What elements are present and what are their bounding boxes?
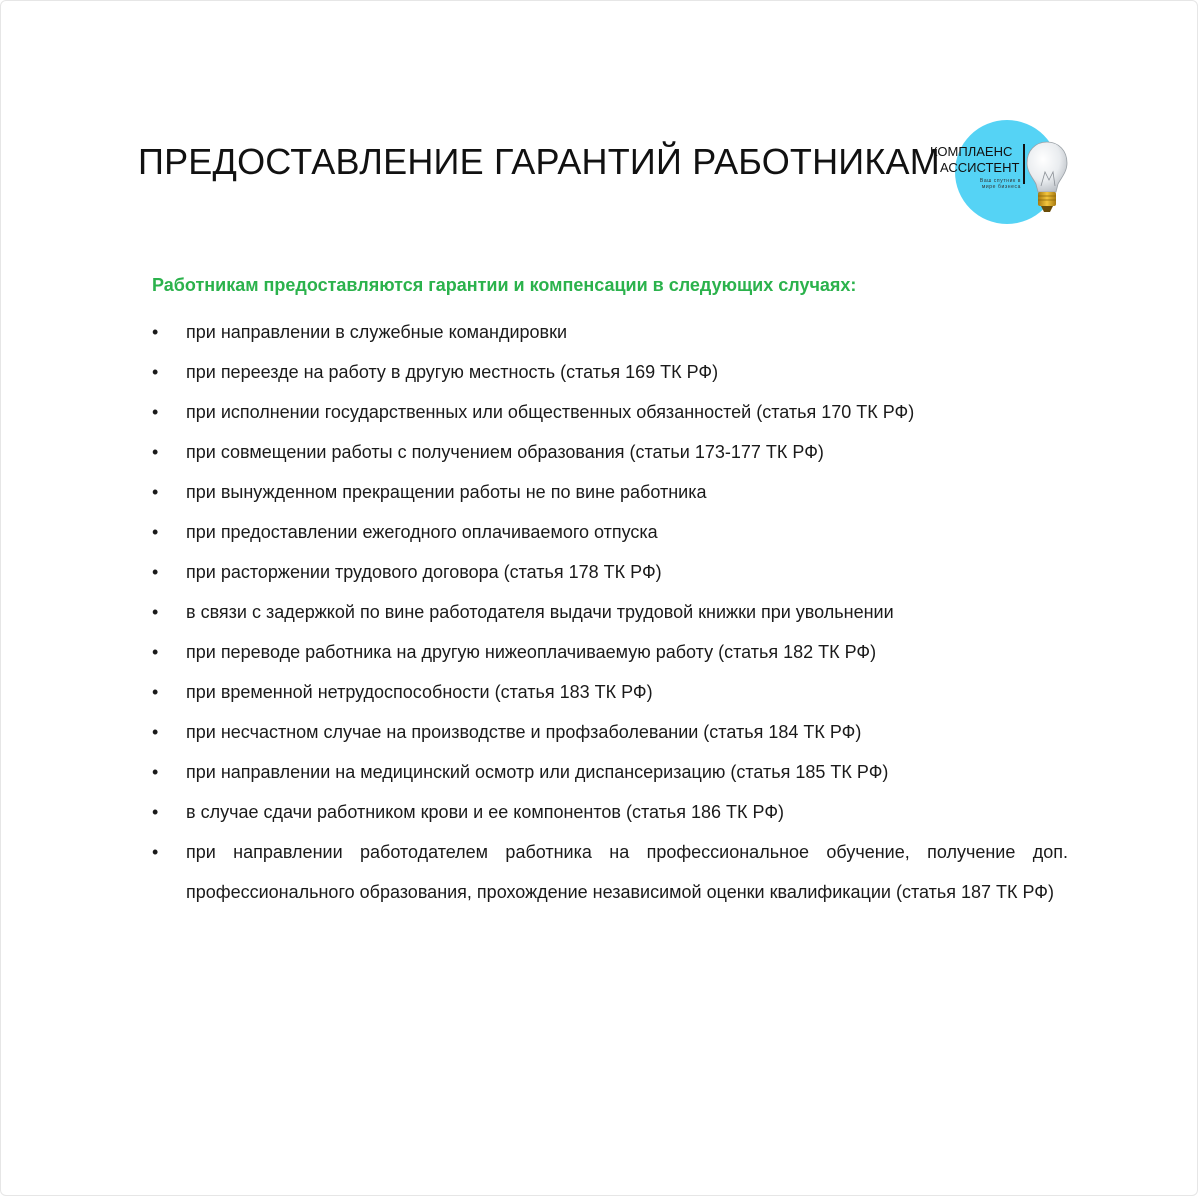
list-item-text: при направлении на медицинский осмотр или диспансеризацию (статья 185 ТК РФ) <box>186 762 889 782</box>
list-item-text: в случае сдачи работником крови и ее компонентов (статья 186 ТК РФ) <box>186 802 785 822</box>
list-item <box>152 632 1068 672</box>
list-item <box>152 312 1068 352</box>
list-item <box>152 712 1068 752</box>
list-item <box>152 672 1068 712</box>
bullet-icon: • <box>152 682 159 702</box>
bullet-icon: • <box>152 762 159 782</box>
light-bulb-icon <box>1025 136 1069 226</box>
list-item-text: при расторжении трудового договора (статья 178 ТК РФ) <box>186 562 662 582</box>
bullet-icon: • <box>152 722 159 742</box>
bullet-icon: • <box>152 482 159 502</box>
bullet-icon: • <box>152 642 159 662</box>
list-item-text: при предоставлении ежегодного оплачиваемого отпуска <box>186 522 658 542</box>
company-logo <box>925 118 1075 228</box>
logo-line-2: АССИСТЕНТ <box>940 160 1020 175</box>
bullet-icon: • <box>152 362 159 382</box>
list-item-text: при переводе работника на другую нижеоплачиваемую работу (статья 182 ТК РФ) <box>186 642 877 662</box>
list-item <box>152 472 1068 512</box>
list-item <box>152 552 1068 592</box>
list-item-text: при исполнении государственных или общественных обязанностей (статья 170 ТК РФ) <box>186 402 915 422</box>
list-item-text: при направлении в служебные командировки <box>186 322 568 342</box>
list-item <box>152 512 1068 552</box>
bullet-icon: • <box>152 322 159 342</box>
list-item <box>152 592 1068 632</box>
bullet-icon: • <box>152 522 159 542</box>
list-item-text: при вынужденном прекращении работы не по вине работника <box>186 482 707 502</box>
list-item <box>152 752 1068 792</box>
bullet-icon: • <box>152 562 159 582</box>
list-item <box>152 392 1068 432</box>
list-item-text: при временной нетрудоспособности (статья 183 ТК РФ) <box>186 682 653 702</box>
lead-text: Работникам предоставляются гарантии и компенсации в следующих случаях: <box>152 275 857 295</box>
bullet-icon: • <box>152 842 159 862</box>
bullet-icon: • <box>152 802 159 822</box>
bullet-icon: • <box>152 402 159 422</box>
logo-tagline: Ваш спутник в мире бизнеса <box>979 178 1021 190</box>
list-item-text: при переезде на работу в другую местность (статья 169 ТК РФ) <box>186 362 719 382</box>
logo-line-1: КОМПЛАЕНС <box>930 144 1013 159</box>
bullet-icon: • <box>152 442 159 462</box>
list-item <box>152 352 1068 392</box>
page-title: ПРЕДОСТАВЛЕНИЕ ГАРАНТИЙ РАБОТНИКАМ <box>138 141 940 182</box>
list-item <box>152 432 1068 472</box>
list-item <box>152 832 1068 912</box>
list-item-text: при несчастном случае на производстве и профзаболевании (статья 184 ТК РФ) <box>186 722 862 742</box>
list-item-text: при совмещении работы с получением образования (статьи 173-177 ТК РФ) <box>186 442 824 462</box>
guarantee-list <box>152 312 1068 912</box>
list-item-text: при направлении работодателем работника на профессиональное обучение, получение доп. профессионального образования, прохождение независимой оценки квалификации (статья 187 ТК РФ) <box>186 842 1068 902</box>
bullet-icon: • <box>152 602 159 622</box>
list-item <box>152 792 1068 832</box>
list-item-text: в связи с задержкой по вине работодателя выдачи трудовой книжки при увольнении <box>186 602 894 622</box>
